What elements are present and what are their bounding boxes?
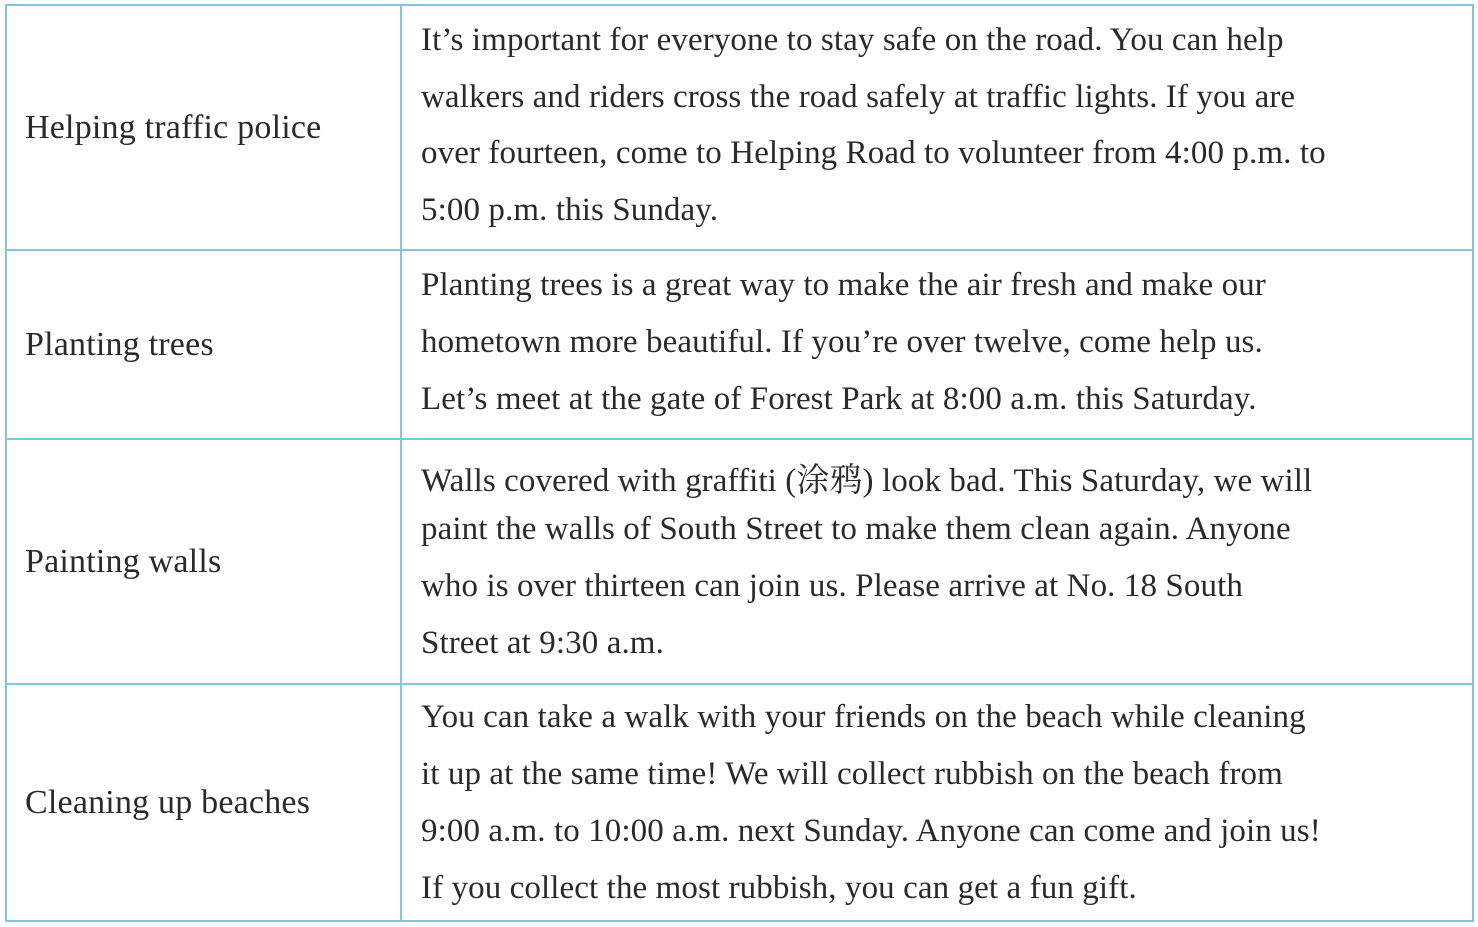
description-line: Planting trees is a great way to make the air fresh and make our [421, 267, 1266, 303]
activity-description-cell [404, 6, 1472, 249]
description-line: 9:00 a.m. to 10:00 a.m. next Sunday. Anyone can come and join us! [421, 813, 1321, 849]
description-line: hometown more beautiful. If you’re over twelve, come help us. [421, 324, 1263, 360]
activity-description-cell [404, 251, 1472, 438]
table-row [7, 6, 1472, 249]
description-line: it up at the same time! We will collect rubbish on the beach from [421, 756, 1283, 792]
description-line: paint the walls of South Street to make them clean again. Anyone [421, 511, 1291, 547]
table-row [7, 683, 1472, 920]
description-line: Street at 9:30 a.m. [421, 625, 664, 661]
activity-name: Painting walls [25, 542, 222, 580]
activity-name: Helping traffic police [25, 108, 322, 146]
table-row [7, 249, 1472, 438]
description-line: It’s important for everyone to stay safe on the road. You can help [421, 22, 1284, 58]
description-line: Let’s meet at the gate of Forest Park at 8:00 a.m. this Saturday. [421, 381, 1257, 417]
activity-name-cell [7, 251, 402, 438]
activity-name: Cleaning up beaches [25, 783, 311, 821]
activities-table [5, 4, 1474, 922]
description-line: You can take a walk with your friends on the beach while cleaning [421, 699, 1306, 735]
table-row [7, 438, 1472, 683]
activity-description-cell [404, 440, 1472, 683]
activity-name-cell [7, 685, 402, 920]
description-line: If you collect the most rubbish, you can get a fun gift. [421, 870, 1137, 906]
description-line: who is over thirteen can join us. Please arrive at No. 18 South [421, 568, 1243, 604]
activity-name: Planting trees [25, 325, 214, 363]
activity-description-cell [404, 685, 1472, 920]
description-line: 5:00 p.m. this Sunday. [421, 192, 719, 228]
activity-name-cell [7, 440, 402, 683]
description-line: over fourteen, come to Helping Road to volunteer from 4:00 p.m. to [421, 135, 1326, 171]
description-line: walkers and riders cross the road safely at traffic lights. If you are [421, 79, 1296, 115]
activity-name-cell [7, 6, 402, 249]
description-line: Walls covered with graffiti (涂鸦) look bad. This Saturday, we will [421, 463, 1313, 499]
